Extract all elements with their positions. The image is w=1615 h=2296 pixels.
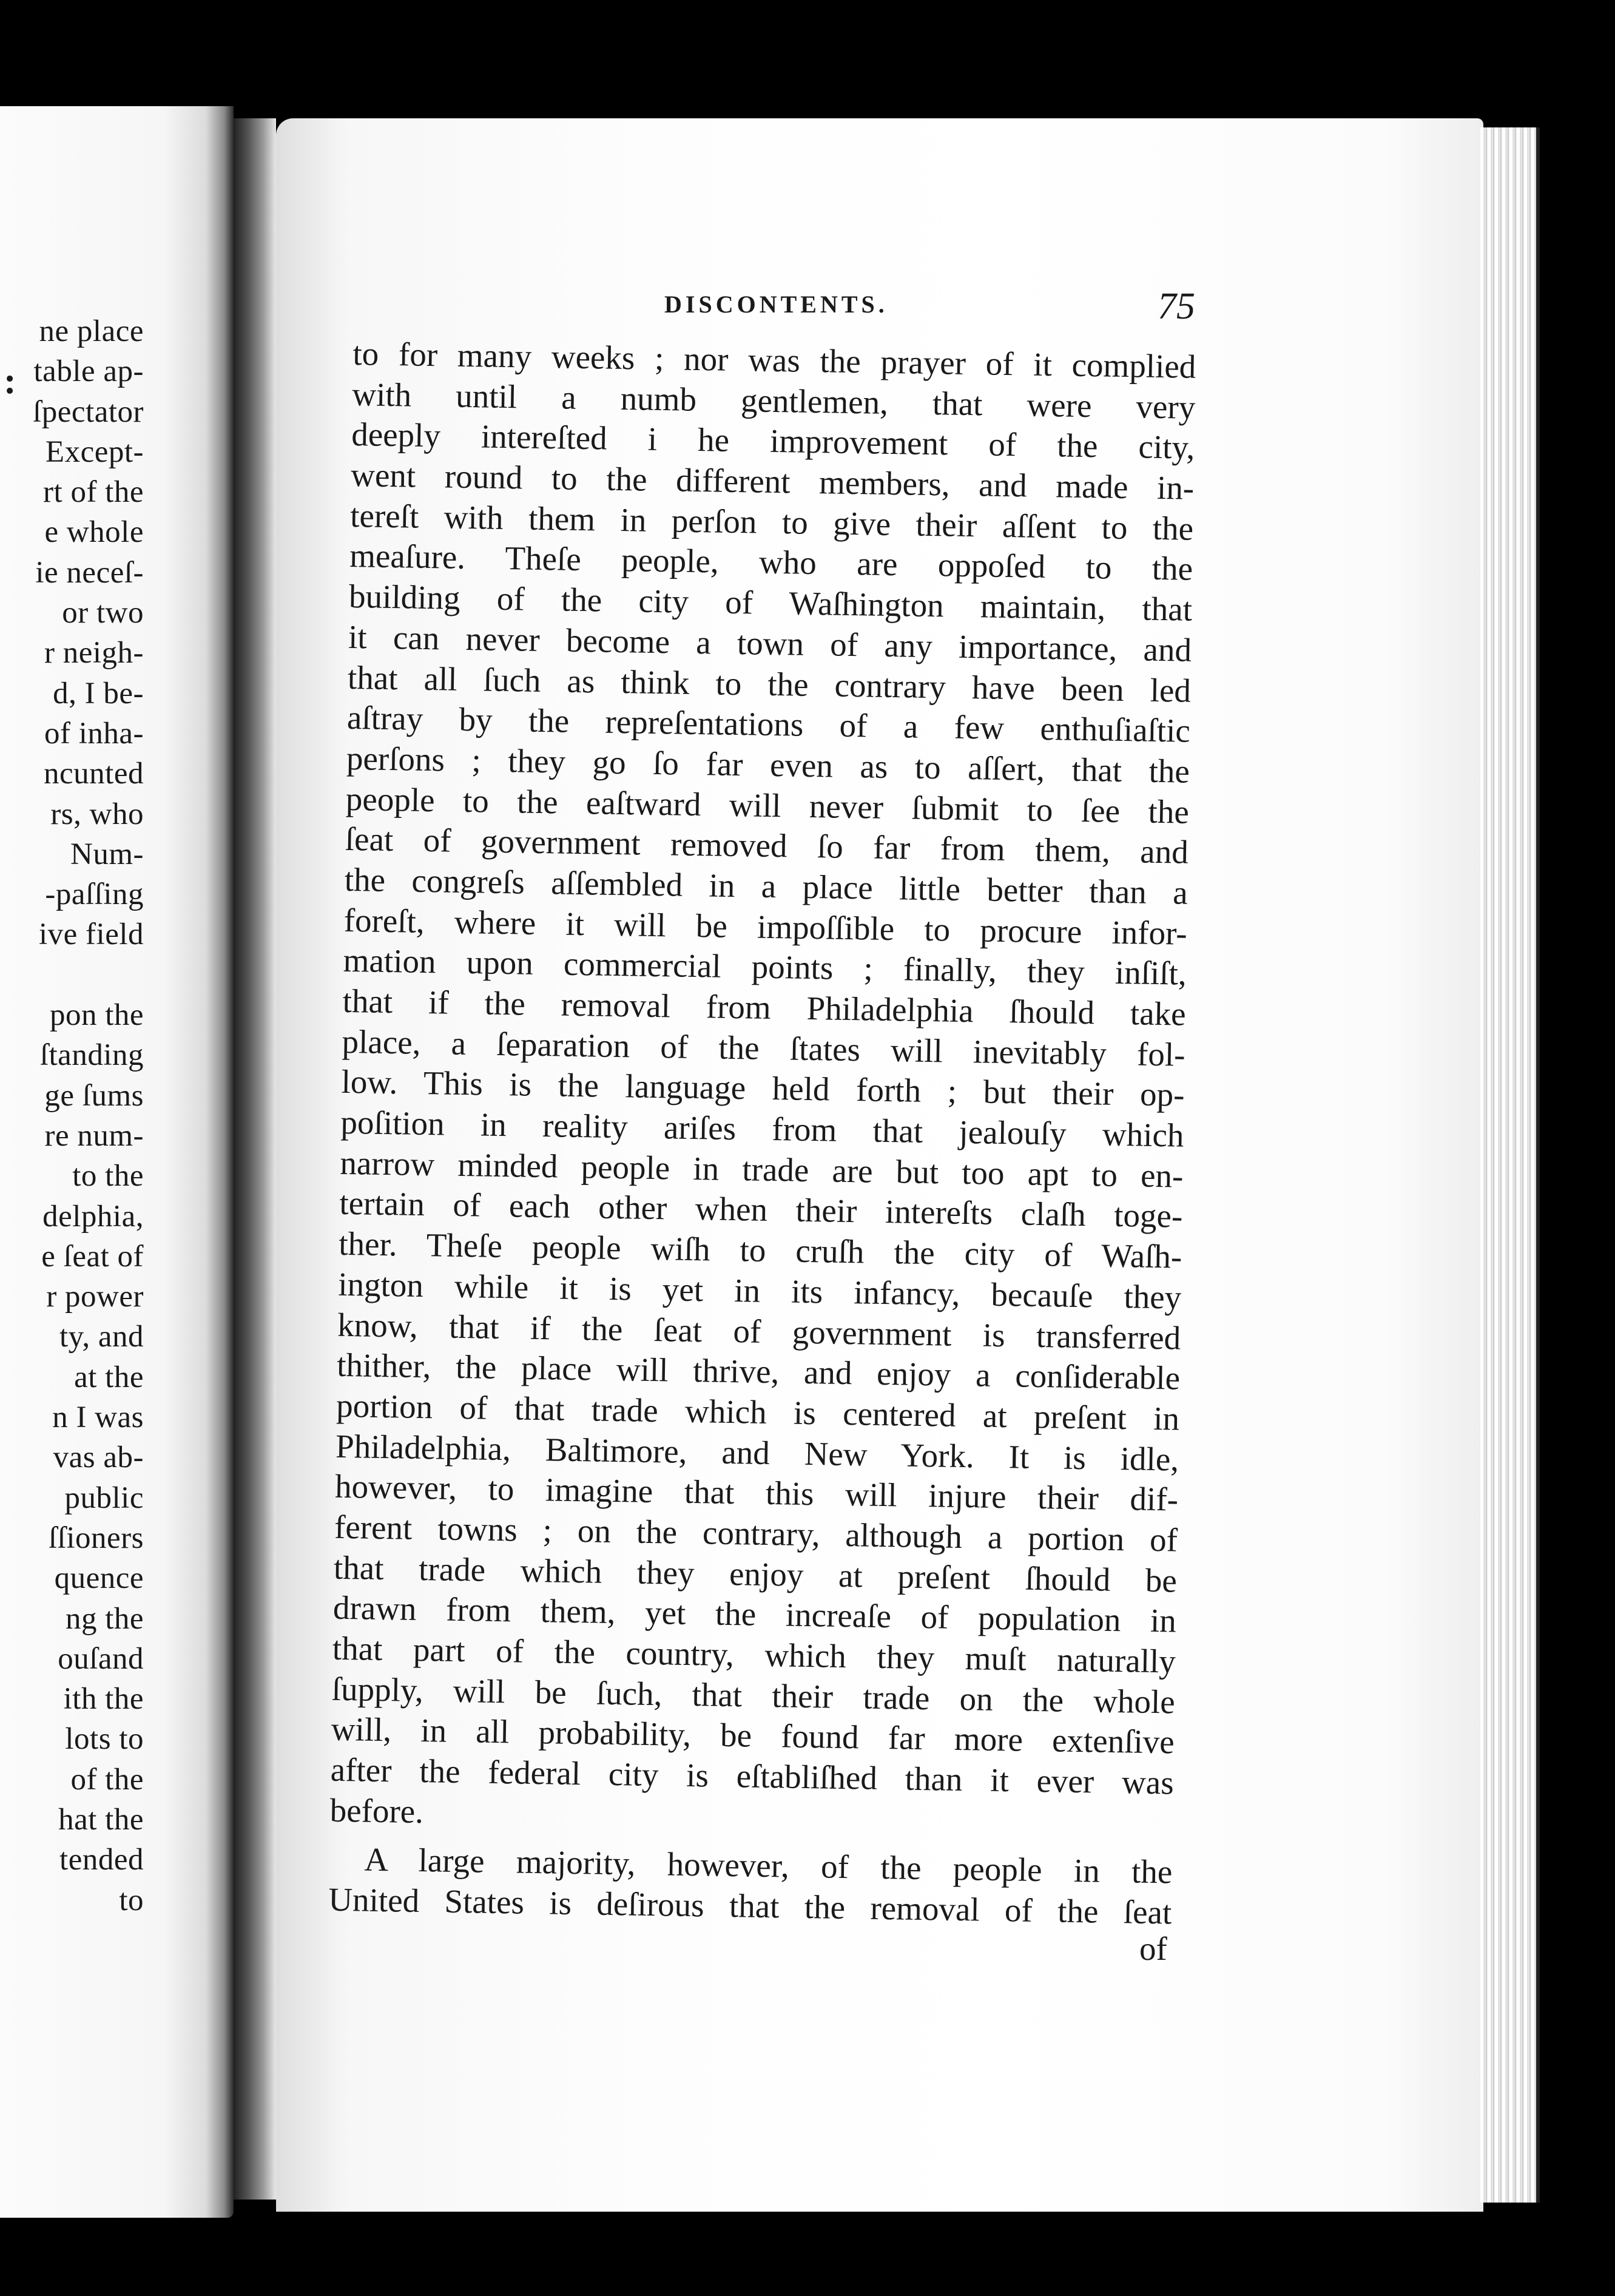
left-page-line: ſtanding: [39, 1038, 144, 1073]
left-page-line: pon the: [49, 998, 144, 1033]
running-header: DISCONTENTS.: [664, 291, 888, 318]
text-line: thither, the place will thrive, and enjoy a conſiderable: [336, 1346, 1181, 1397]
left-page-line: Except-: [45, 434, 144, 469]
left-page-line: d, I be-: [53, 676, 144, 711]
text-line: Philadelphia, Baltimore, and New York. It is idle,: [335, 1427, 1179, 1478]
text-line: ſeat of government removed ſo far from them, and: [345, 820, 1189, 871]
left-page-line: of inha-: [44, 716, 144, 751]
text-line: mation upon commercial points ; finally, they inſiſt,: [343, 942, 1187, 993]
left-page-line: r power: [46, 1280, 144, 1314]
text-line: United States is deſirous that the removal of the ſeat: [328, 1880, 1172, 1931]
left-page-line: -paſſing: [45, 877, 144, 912]
left-page-line: vas ab-: [53, 1440, 144, 1475]
left-page-line: quence: [54, 1561, 144, 1596]
left-page-line: rt of the: [43, 475, 144, 510]
left-page-line: ſpectator: [33, 394, 144, 429]
left-page-line: ge ſums: [44, 1078, 144, 1113]
left-page-line: ſſioners: [49, 1521, 144, 1555]
left-page-line: e whole: [44, 515, 144, 550]
left-page-line: [33, 955, 144, 995]
left-page-line: to: [119, 1883, 144, 1917]
left-page-line: ng the: [65, 1601, 144, 1636]
left-page-line: hat the: [58, 1802, 144, 1837]
left-page-line: rs, who: [50, 797, 144, 831]
left-page-line: Num-: [70, 837, 144, 871]
text-line: went round to the different members, and made in-: [350, 456, 1195, 507]
left-page-line: ncunted: [44, 757, 144, 791]
left-page-line: ne place: [39, 314, 144, 348]
left-page-line: ouſand: [58, 1641, 144, 1676]
left-page-line: table ap-: [33, 354, 144, 389]
text-line: before.: [329, 1791, 424, 1830]
text-line: ington while it is yet in its infancy, becauſe they: [337, 1265, 1182, 1316]
left-page-line: ty, and: [59, 1320, 144, 1354]
text-line: narrow minded people in trade are but too apt to en-: [340, 1144, 1184, 1195]
left-page-line: ie neceſ-: [35, 555, 144, 590]
text-line: portion of that trade which is centered at preſent in: [335, 1386, 1180, 1437]
left-page-line: ith the: [63, 1682, 144, 1717]
left-page-line: re num-: [44, 1118, 144, 1153]
text-line: perſons ; they go ſo far even as to aſſert, that the: [346, 739, 1190, 790]
text-line: will, in all probability, be found far more extenſive: [331, 1710, 1175, 1761]
text-line: low. This is the language held forth ; but their op-: [341, 1063, 1185, 1114]
text-line: that if the removal from Philadelphia ſhould take: [342, 982, 1187, 1033]
text-line: ſupply, will be ſuch, that their trade on the whole: [331, 1670, 1176, 1721]
text-line: place, a ſeparation of the ſtates will inevitably fol-: [342, 1022, 1185, 1073]
left-page-text: [33, 311, 144, 1920]
catchword: of: [1139, 1930, 1167, 1967]
left-page-line: at the: [74, 1360, 144, 1394]
left-facing-page: [0, 106, 234, 2218]
text-line: people to the eaſtward will never ſubmit to ſee the: [345, 780, 1190, 831]
left-page-line: lots to: [65, 1722, 144, 1757]
text-line: meaſure. Theſe people, who are oppoſed to the: [349, 537, 1193, 588]
left-page-marker: :: [4, 360, 16, 402]
text-line: drawn from them, yet the increaſe of population in: [332, 1589, 1177, 1639]
page-edge-stack: [1480, 127, 1540, 2203]
left-page-line: r neigh-: [44, 636, 144, 670]
text-line: that part of the country, which they muſt naturally: [332, 1629, 1176, 1680]
text-line: deeply intereſted i he improvement of the city,: [351, 416, 1195, 467]
text-line: poſition in reality ariſes from that jealouſy which: [340, 1103, 1184, 1154]
text-line: that all ſuch as think to the contrary have been led: [347, 658, 1192, 709]
text-line: aſtray by the repreſentations of a few enthuſiaſtic: [346, 699, 1191, 749]
book-gutter-shadow: [234, 118, 276, 2200]
left-page-line: delphia,: [42, 1199, 144, 1234]
left-page-line: n I was: [52, 1400, 144, 1435]
text-line: it can never become a town of any importance, and: [348, 618, 1192, 669]
text-line: tertain of each other when their intereſts claſh toge-: [339, 1184, 1183, 1235]
text-line: know, that if the ſeat of government is transferred: [337, 1306, 1181, 1357]
text-line: however, to imagine that this will injure their dif-: [334, 1468, 1179, 1518]
text-line: the congreſs aſſembled in a place little better than a: [344, 860, 1188, 911]
text-line: A large majority, however, of the people in the: [364, 1841, 1173, 1891]
text-line: foreſt, where it will be impoſſible to procure infor-: [343, 901, 1188, 952]
text-line: tereſt with them in perſon to give their aſſent to the: [349, 496, 1194, 547]
left-page-line: to the: [72, 1159, 144, 1194]
text-line: ferent towns ; on the contrary, although a portion of: [334, 1508, 1178, 1559]
left-page-line: of the: [70, 1762, 144, 1797]
body-text: [328, 334, 1196, 1933]
text-line: that trade which they enjoy at preſent ſhould be: [333, 1548, 1178, 1599]
left-page-line: tended: [59, 1843, 144, 1877]
left-page-line: public: [64, 1481, 144, 1515]
text-line: building of the city of Waſhington maintain, that: [348, 578, 1193, 628]
text-line: after the federal city is eſtabliſhed than it ever was: [330, 1751, 1175, 1801]
text-line: to for many weeks ; nor was the prayer of it complied: [352, 334, 1196, 385]
page-number: 75: [1158, 286, 1195, 327]
left-page-line: or two: [62, 596, 144, 630]
left-page-line: e ſeat of: [41, 1239, 144, 1274]
text-line: with until a numb gentlemen, that were very: [351, 375, 1196, 426]
text-line: ther. Theſe people wiſh to cruſh the city of Waſh-: [338, 1224, 1182, 1275]
left-page-line: ive field: [38, 917, 144, 952]
